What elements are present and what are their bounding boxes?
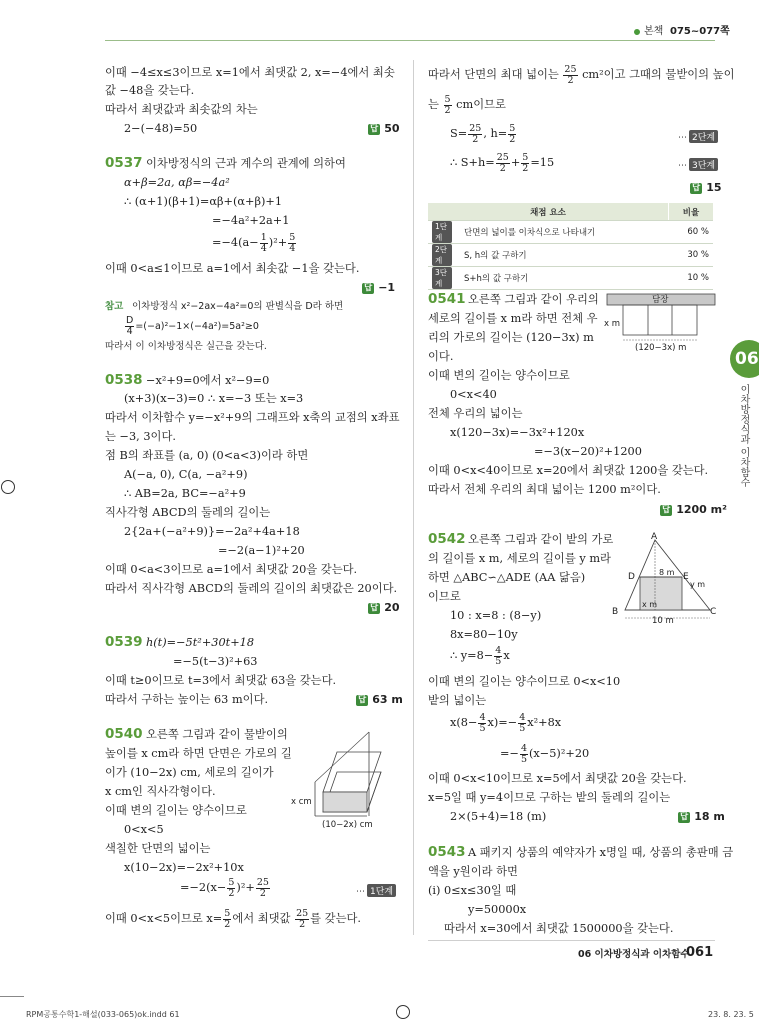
gutter-height-label: x cm [291, 797, 312, 807]
p542-line-1: 오른쪽 그림과 같이 밭의 가로 [468, 533, 614, 546]
p537-line-1: 이차방정식의 근과 계수의 관계에 의하여 [146, 157, 346, 170]
p540-line-2: 높이를 x cm라 하면 단면은 가로의 길 [105, 747, 292, 760]
p541-line-5: 이때 변의 길이는 양수이므로 [428, 369, 570, 382]
triangle-top-length: 8 m [659, 568, 675, 577]
p543-line-4: y=50000x [468, 903, 527, 916]
p540-line-7: 색칠한 단면의 넓이는 [105, 842, 211, 855]
triangle-height-label: y m [690, 580, 706, 589]
grading-row: 1단계 단면의 넓이를 이차식으로 나타내기 60 % [428, 221, 713, 244]
grading-header-criteria: 채점 요소 [428, 203, 669, 221]
p542-line-9: 밭의 넓이는 [428, 694, 487, 707]
answer-63m: 답 63 m [358, 693, 403, 706]
footer-filename: RPM공통수학1-해설(033-065)ok.indd 61 [26, 1010, 180, 1019]
p539-line-3: 이때 t≥0이므로 t=3에서 최댓값 63을 갖는다. [105, 674, 337, 687]
note-line-2: $\frac{D}{4}$ =(−a)²−1×(−4a²)=5a²≥0 [126, 315, 259, 337]
p539-line-2: =−5(t−3)²+63 [173, 655, 258, 668]
p541-line-8: x(120−3x)=−3x²+120x [450, 426, 585, 439]
p537-line-4: =−4a²+2a+1 [212, 214, 290, 227]
side-tab [722, 340, 759, 510]
note-line-1: 이차방정식 x²−2ax−4a²=0의 판별식을 D라 하면 [132, 301, 344, 312]
fence-wall-label: 담장 [652, 295, 669, 305]
header-book: 본책 [644, 26, 664, 37]
p538-line-12: 따라서 직사각형 ABCD의 둘레의 길이의 최댓값은 20이다. [105, 582, 398, 595]
p540-line-8: x(10−2x)=−2x²+10x [124, 861, 244, 874]
p542-line-10: x(8− $\frac{4}{5}$ x)=− $\frac{4}{5}$ x²+8x [450, 711, 562, 734]
p538-line-4: 는 −3, 3이다. [105, 430, 176, 443]
problem-number-0540: 0540 [105, 726, 143, 742]
p542-line-4: 이므로 [428, 590, 461, 603]
p543-line-3: (i) 0≤x≤30일 때 [428, 884, 517, 897]
fence-width-label: (120−3x) m [635, 343, 687, 353]
p538-line-9: 2{2a+(−a²+9)}=−2a²+4a+18 [124, 525, 300, 538]
triangle-label-C: C [710, 607, 717, 617]
answer-18m: 답 18 m [680, 810, 725, 823]
p540-line-1: 오른쪽 그림과 같이 물받이의 [146, 728, 288, 741]
p541-line-9: =−3(x−20)²+1200 [534, 445, 642, 458]
answer-20: 답 20 [370, 601, 400, 614]
right-line-2: 는 $\frac{5}{2}$ cm이므로 [428, 93, 506, 116]
p540-line-9: =−2(x− $\frac{5}{2}$ )²+ $\frac{25}{2}$ [180, 876, 269, 899]
triangle-label-A: A [651, 532, 658, 542]
problem-number-0543: 0543 [428, 844, 466, 860]
p540-line-6: 0<x<5 [124, 823, 164, 836]
fence-height-label: x m [604, 319, 621, 329]
footer-rule [428, 940, 715, 941]
p542-line-14: 2×(5+4)=18 (m) [450, 810, 547, 823]
p538-line-5: 점 B의 좌표를 (a, 0) (0<a<3)이라 하면 [105, 449, 309, 462]
p537-line-2: α+β=2a, αβ=−4a² [124, 176, 230, 189]
p542-line-3: 하면 △ABC∽△ADE (AA 닮음) [428, 571, 586, 584]
answer-1200: 답 1200 m² [662, 503, 727, 516]
reg-mark-left [1, 480, 15, 494]
p537-line-3: ∴ (α+1)(β+1)=αβ+(α+β)+1 [124, 195, 283, 208]
p538-line-1: −x²+9=0에서 x²−9=0 [146, 374, 270, 387]
p538-line-7: ∴ AB=2a, BC=−a²+9 [124, 487, 246, 500]
note-tag: 참고 [105, 301, 124, 312]
side-tab-number: 06 [735, 349, 759, 369]
p542-line-5: 10 : x=8 : (8−y) [450, 609, 542, 622]
p537-line-6: 이때 0<a≤1이므로 a=1에서 최솟값 −1을 갖는다. [105, 262, 360, 275]
p538-line-10: =−2(a−1)²+20 [218, 544, 305, 557]
header-rule [105, 40, 715, 41]
side-tab-title: 이차방정식과 이차함수 [738, 384, 749, 488]
right-step-3: ⋯ 3단계 [678, 158, 718, 171]
p541-line-10: 이때 0<x<40이므로 x=20에서 최댓값 1200을 갖는다. [428, 464, 709, 477]
p538-line-2: (x+3)(x−3)=0 ∴ x=−3 또는 x=3 [124, 392, 304, 405]
left-line-4: 2−(−48)=50 [124, 122, 198, 135]
p541-line-1: 오른쪽 그림과 같이 우리의 [468, 293, 599, 306]
answer-50: 답 50 [370, 122, 400, 135]
p541-line-7: 전체 우리의 넓이는 [428, 407, 523, 420]
p541-line-6: 0<x<40 [450, 388, 497, 401]
p539-line-4: 따라서 구하는 높이는 63 m이다. [105, 693, 269, 706]
p542-line-11: =− $\frac{4}{5}$ (x−5)²+20 [500, 742, 590, 765]
grading-table [428, 203, 713, 290]
triangle-label-D: D [628, 572, 635, 582]
grading-row: 2단계 S, h의 값 구하기 30 % [428, 244, 713, 267]
p541-line-4: 이다. [428, 350, 454, 363]
p539-line-1: h(t)=−5t²+30t+18 [146, 636, 255, 649]
p541-line-3: 리의 가로의 길이는 (120−3x) m [428, 331, 594, 344]
grading-row: 3단계 S+h의 값 구하기 10 % [428, 267, 713, 290]
p542-line-13: x=5일 때 y=4이므로 구하는 밭의 둘레의 길이는 [428, 791, 671, 804]
problem-number-0539: 0539 [105, 634, 143, 650]
right-line-3: S= $\frac{25}{2}$ , h= $\frac{5}{2}$ [450, 122, 516, 145]
p542-line-12: 이때 0<x<10이므로 x=5에서 최댓값 20을 갖는다. [428, 772, 687, 785]
answer-15: 답 15 [692, 181, 722, 194]
p543-line-2: 액을 y원이라 하면 [428, 865, 518, 878]
header-dot-icon [634, 29, 640, 35]
p537-line-5: =−4(a− $\frac{1}{4}$ )²+ $\frac{5}{4}$ [212, 231, 296, 254]
grading-header-ratio: 비율 [669, 203, 714, 221]
p542-line-7: ∴ y=8− $\frac{4}{5}$ x [450, 644, 510, 667]
footer-date: 23. 8. 23. 5 [708, 1010, 754, 1019]
p538-line-3: 따라서 이차함수 y=−x²+9의 그래프와 x축의 교점의 x좌표 [105, 411, 400, 424]
footer-chapter: 06 이차방정식과 이차함수 [578, 949, 690, 960]
answer-minus-1: 답 −1 [364, 281, 396, 294]
p541-line-11: 따라서 전체 우리의 최대 넓이는 1200 m²이다. [428, 483, 661, 496]
p541-line-2: 세로의 길이를 x m라 하면 전체 우 [428, 312, 598, 325]
right-step-2: ⋯ 2단계 [678, 130, 718, 143]
header-pages: 075~077쪽 [670, 26, 730, 37]
right-line-4: ∴ S+h= $\frac{25}{2}$ + $\frac{5}{2}$ =15 [450, 151, 555, 174]
p538-line-8: 직사각형 ABCD의 둘레의 길이는 [105, 506, 271, 519]
left-line-1: 이때 −4≤x≤3이므로 x=1에서 최댓값 2, x=−4에서 최솟 [105, 66, 395, 79]
problem-number-0538: 0538 [105, 372, 143, 388]
p540-line-4: x cm인 직사각형이다. [105, 785, 216, 798]
p538-line-6: A(−a, 0), C(a, −a²+9) [124, 468, 248, 481]
left-line-2: 값 −48을 갖는다. [105, 84, 195, 97]
triangle-label-E: E [683, 572, 689, 582]
p540-step-1: ⋯ 1단계 [356, 884, 396, 897]
p543-line-1: A 패키지 상품의 예약자가 x명일 때, 상품의 총판매 금 [468, 846, 734, 859]
p543-line-5: 따라서 x=30에서 최댓값 1500000을 갖는다. [444, 922, 674, 935]
reg-mark-bottom [396, 1005, 410, 1019]
column-divider [413, 60, 414, 935]
triangle-label-B: B [612, 607, 619, 617]
p538-line-11: 이때 0<a<3이므로 a=1에서 최댓값 20을 갖는다. [105, 563, 358, 576]
note-line-3: 따라서 이 이차방정식은 실근을 갖는다. [105, 341, 267, 352]
problem-number-0537: 0537 [105, 155, 143, 171]
problem-number-0542: 0542 [428, 531, 466, 547]
p540-line-5: 이때 변의 길이는 양수이므로 [105, 804, 247, 817]
header [0, 0, 759, 44]
left-line-3: 따라서 최댓값과 최솟값의 차는 [105, 103, 258, 116]
problem-number-0541: 0541 [428, 291, 466, 307]
print-trim-line [0, 996, 24, 997]
p540-line-3: 이가 (10−2x) cm, 세로의 길이가 [105, 766, 274, 779]
right-line-1: 따라서 단면의 최대 넓이는 $\frac{25}{2}$ cm²이고 그때의 물받이의 높이 [428, 63, 735, 86]
p542-line-8: 이때 변의 길이는 양수이므로 0<x<10 [428, 675, 621, 688]
p542-line-2: 의 길이를 x m, 세로의 길이를 y m라 [428, 552, 611, 565]
p542-line-6: 8x=80−10y [450, 628, 518, 641]
p540-line-10: 이때 0<x<5이므로 x= $\frac{5}{2}$ 에서 최댓값 $\frac{25}{2}$ 를 갖는다. [105, 907, 361, 930]
triangle-width-label: x m [642, 600, 658, 609]
triangle-base-label: 10 m [652, 616, 674, 626]
gutter-width-label: (10−2x) cm [322, 820, 373, 830]
footer-page-number: 061 [686, 945, 714, 960]
